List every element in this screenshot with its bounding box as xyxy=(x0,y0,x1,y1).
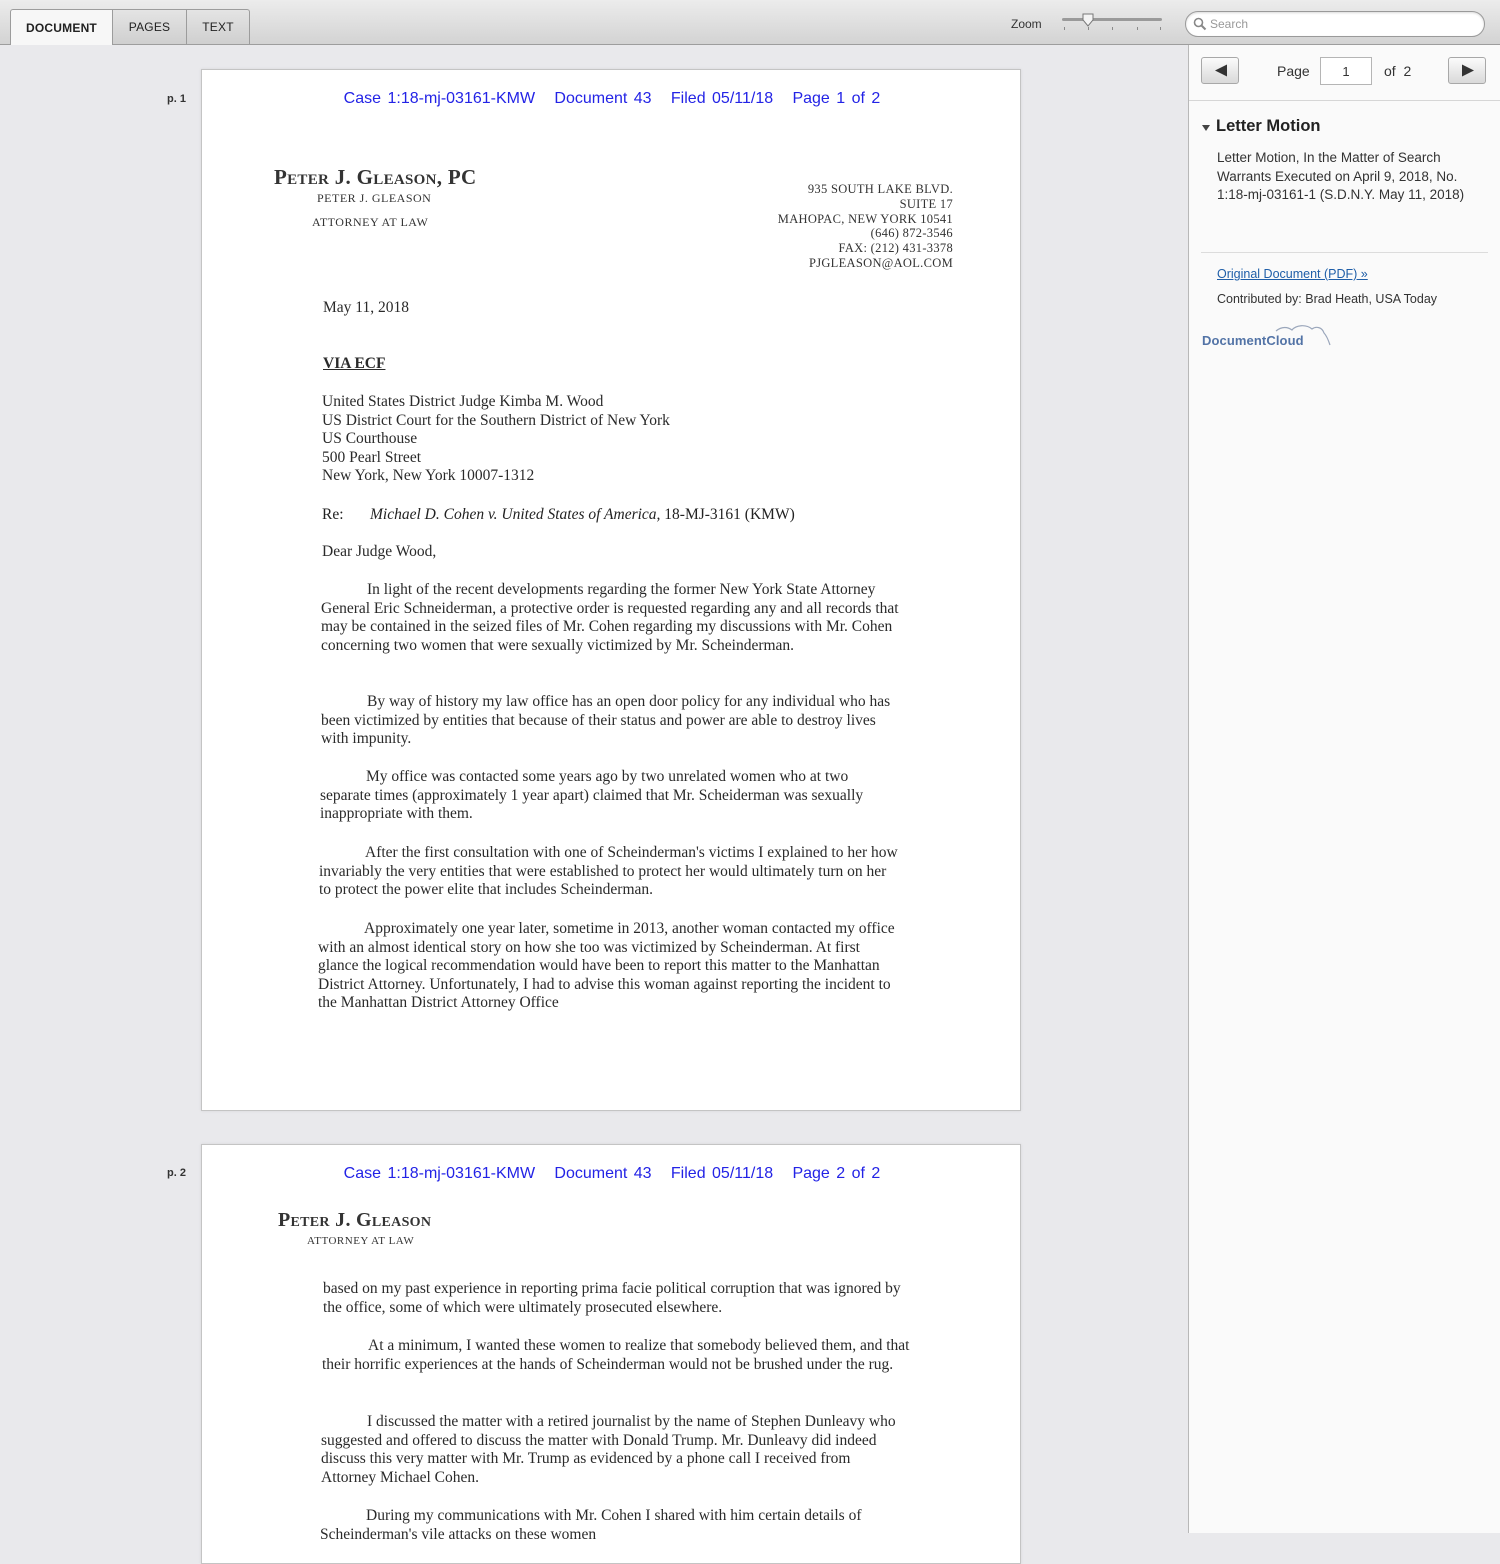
top-toolbar xyxy=(0,0,1500,45)
document-page-1 xyxy=(201,69,1021,1111)
logo-text: DocumentCloud xyxy=(1202,333,1304,348)
paragraph xyxy=(319,844,899,900)
zoom-slider[interactable] xyxy=(1062,13,1162,35)
firm-address xyxy=(778,182,953,271)
arrow-left-icon xyxy=(1214,64,1228,77)
document-viewer xyxy=(0,45,1188,1543)
search-icon xyxy=(1193,17,1207,31)
total-pages: 2 xyxy=(1403,63,1412,79)
page-navigator xyxy=(1189,45,1500,101)
zoom-thumb[interactable] xyxy=(1082,13,1094,27)
original-document-link[interactable]: Original Document (PDF) » xyxy=(1217,267,1368,281)
zoom-tick xyxy=(1137,27,1138,30)
triangle-down-icon[interactable] xyxy=(1201,123,1211,133)
document-page-2 xyxy=(201,1144,1021,1564)
address-line: (646) 872-3546 xyxy=(870,226,953,241)
address-line: SUITE 17 xyxy=(899,196,953,211)
paragraph xyxy=(322,1337,912,1374)
previous-page-button[interactable] xyxy=(1201,57,1239,84)
search-input[interactable] xyxy=(1210,15,1475,33)
zoom-tick xyxy=(1064,27,1065,30)
view-tabs xyxy=(10,9,250,45)
documentcloud-logo[interactable] xyxy=(1202,323,1332,353)
paragraph xyxy=(320,768,900,824)
page-number-label: p. 1 xyxy=(167,93,186,105)
zoom-label: Zoom xyxy=(1011,17,1042,31)
re-line xyxy=(370,506,795,524)
re-label: Re: xyxy=(322,506,344,523)
paragraph-text: Approximately one year later, sometime in 2013, another woman contacted my office with an almost identical story on how she too was victimized by Scheinderman. At first glance the logical recommendation would have been to report this matter to the Manhattan District Attorney. Unfortunately, I had to advise this woman against reporting the incident to the Manhattan District Attorney Office xyxy=(318,920,895,1011)
recipient-line: US District Court for the Southern District of New York xyxy=(322,411,670,429)
re-case-name: Michael D. Cohen v. United States of America, xyxy=(370,506,661,523)
firm-title: ATTORNEY AT LAW xyxy=(307,1235,415,1247)
paragraph xyxy=(321,581,899,655)
paragraph-text: By way of history my law office has an open door policy for any individual who has been victimized by entities that because of their status and power are able to destroy lives with impunity. xyxy=(321,693,891,747)
recipient-line: US Courthouse xyxy=(322,430,418,447)
cloud-icon xyxy=(1274,323,1332,349)
paragraph-text: At a minimum, I wanted these women to realize that somebody believed them, and that their horrific experiences at the hands of Scheinderman would not be brushed under the rug. xyxy=(322,1337,910,1373)
contributed-by: Contributed by: Brad Heath, USA Today xyxy=(1217,292,1438,306)
next-page-button[interactable] xyxy=(1448,57,1486,84)
zoom-tick xyxy=(1160,27,1161,30)
firm-name: Peter J. Gleason xyxy=(278,1209,432,1231)
divider xyxy=(1201,252,1488,253)
paragraph-text: In light of the recent developments regarding the former New York State Attorney General Eric Schneiderman, a protective order is requested regarding any and all records that may be contained in the seized files of Mr. Cohen regarding my discussions with Mr. Cohen concerning two women that were sexually victimized by Mr. Scheinderman. xyxy=(321,581,899,654)
paragraph-text: I discussed the matter with a retired journalist by the name of Stephen Dunleavy who suggested and offered to discuss the matter with Donald Trump. Mr. Dunleavy did indeed discuss this very matter with Mr. Trump as evidenced by a phone call I received from Attorney Michael Cohen. xyxy=(321,1413,896,1486)
tab-text[interactable]: TEXT xyxy=(187,9,250,44)
search-box xyxy=(1185,11,1485,37)
section-title[interactable]: Letter Motion xyxy=(1216,117,1321,135)
salutation: Dear Judge Wood, xyxy=(322,543,437,560)
zoom-tick xyxy=(1088,27,1089,30)
via-ecf: VIA ECF xyxy=(323,355,386,372)
recipient-line: 500 Pearl Street xyxy=(322,448,422,466)
paragraph xyxy=(323,1280,903,1317)
current-page-input[interactable] xyxy=(1320,57,1372,85)
section-description: Letter Motion, In the Matter of Search Warrants Executed on April 9, 2018, No. 1:18-mj-03161-1 (S.D.N.Y. May 11, 2018) xyxy=(1217,150,1465,202)
paragraph-text: After the first consultation with one of Scheinderman's victims I explained to her how invariably the very entities that were established to protect her would ultimately turn on her to protect the power elite that includes Scheinderman. xyxy=(319,844,898,898)
address-line: FAX: (212) 431-3378 xyxy=(838,241,953,256)
of-label: of xyxy=(1384,63,1396,79)
paragraph xyxy=(320,1507,902,1544)
recipient-line: United States District Judge Kimba M. Wood xyxy=(322,393,604,410)
paragraph xyxy=(321,1413,901,1487)
firm-title: ATTORNEY AT LAW xyxy=(312,215,429,229)
address-line: MAHOPAC, NEW YORK 10541 xyxy=(777,211,953,226)
address-line: 935 SOUTH LAKE BLVD. xyxy=(807,182,953,196)
paragraph-text: My office was contacted some years ago by two unrelated women who at two separate times (approximately 1 year apart) claimed that Mr. Scheiderman was sexually inappropriate with them. xyxy=(320,768,864,822)
re-case-number: 18-MJ-3161 (KMW) xyxy=(660,506,795,523)
firm-name: Peter J. Gleason, PC xyxy=(274,165,477,189)
filing-stamp: Case 1:18-mj-03161-KMW Document 43 Filed 05/11/18 Page 2 of 2 xyxy=(343,1165,881,1182)
recipient-line: New York, New York 10007-1312 xyxy=(322,467,535,484)
address-line: PJGLEASON@AOL.COM xyxy=(808,255,953,270)
paragraph-text: based on my past experience in reporting prima facie political corruption that was ignored by the office, some of which were ultimately prosecuted elsewhere. xyxy=(323,1280,901,1316)
page-label: Page xyxy=(1277,63,1310,79)
letter-date: May 11, 2018 xyxy=(323,299,409,316)
paragraph xyxy=(318,920,900,1013)
page-number-label: p. 2 xyxy=(167,1167,186,1179)
tab-pages[interactable]: PAGES xyxy=(113,9,187,44)
zoom-tick xyxy=(1112,27,1113,30)
firm-attorney: PETER J. GLEASON xyxy=(317,191,432,205)
arrow-right-icon xyxy=(1461,64,1475,77)
paragraph-text: During my communications with Mr. Cohen I shared with him certain details of Scheinderman's vile attacks on these women xyxy=(320,1507,862,1543)
paragraph xyxy=(321,693,899,749)
recipient-block xyxy=(322,393,670,486)
filing-stamp: Case 1:18-mj-03161-KMW Document 43 Filed 05/11/18 Page 1 of 2 xyxy=(343,90,881,107)
document-sidebar xyxy=(1188,45,1500,1533)
page-count xyxy=(1384,63,1411,79)
tab-document[interactable]: DOCUMENT xyxy=(10,9,113,45)
zoom-track xyxy=(1062,18,1162,21)
